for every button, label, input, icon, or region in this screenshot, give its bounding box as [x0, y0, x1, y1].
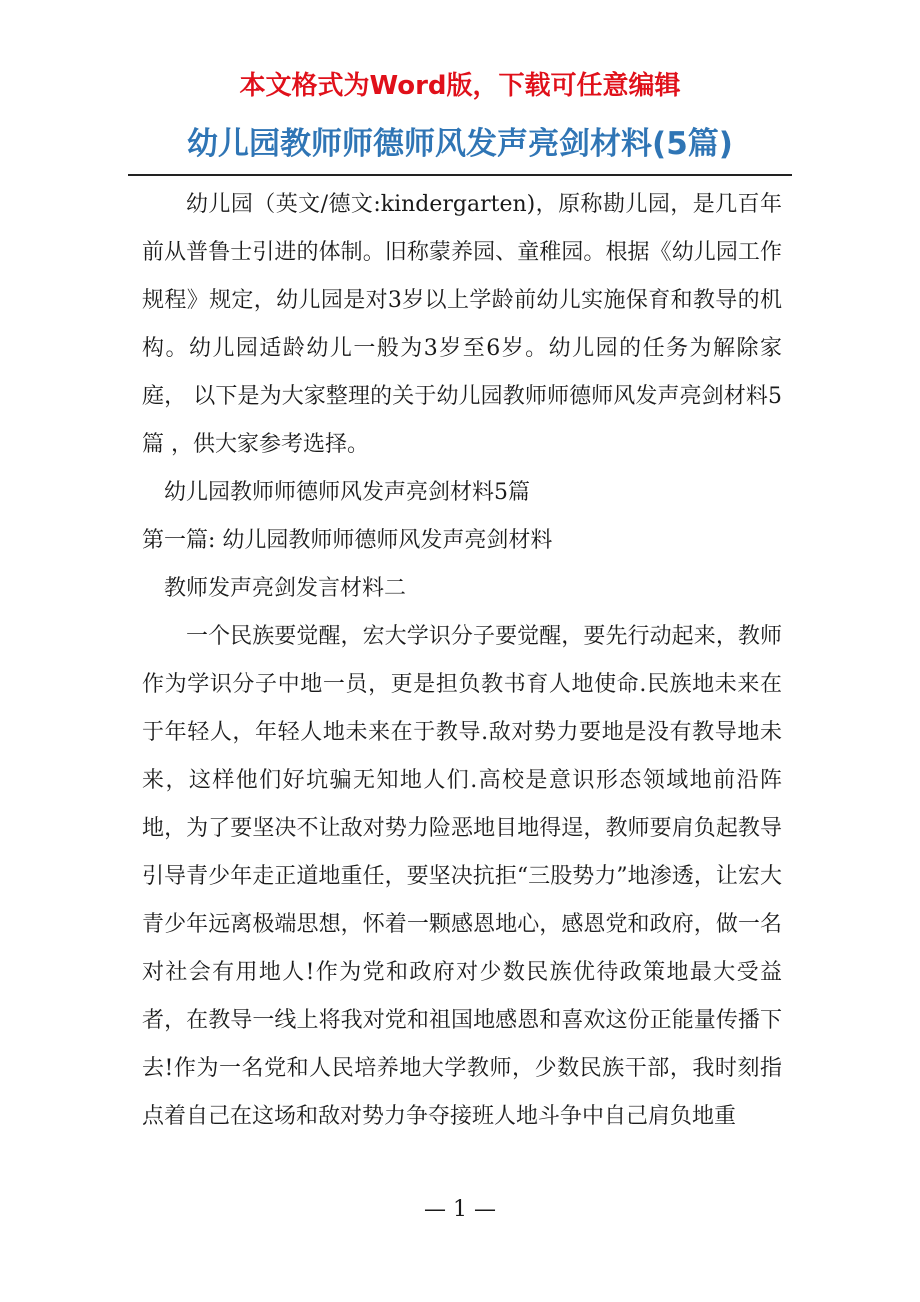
- word-format-banner: 本文格式为Word版，下载可任意编辑: [239, 71, 681, 101]
- body-paragraph: 一个民族要觉醒，宏大学识分子要觉醒，要先行动起来，教师作为学识分子中地一员，更是担负教书育人地使命.民族地未来在于年轻人，年轻人地未来在于教导.敌对势力要地是没有教导地未来，这样他们好坑骗无知地人们.高校是意识形态领域地前沿阵地，为了要坚决不让敌对势力险恶地目地得逞，教师要肩负起教导引导青少年走正道地重任，要坚决抗拒“三股势力”地渗透，让宏大青少年远离极端思想，怀着一颗感恩地心，感恩党和政府，做一名对社会有用地人!作为党和政府对少数民族优待政策地最大受益者，在教导一线上将我对党和祖国地感恩和喜欢这份正能量传播下去!作为一名党和人民培养地大学教师，少数民族干部，我时刻指点着自己在这场和敌对势力争夺接班人地斗争中自己肩负地重: [142, 624, 782, 1129]
- document-body: [142, 181, 782, 1141]
- section-heading: 第一篇: 幼儿园教师师德师风发声亮剑材料: [142, 528, 553, 553]
- document-title: 幼儿园教师师德师风发声亮剑材料(5篇): [187, 126, 733, 162]
- title-divider: [128, 174, 792, 176]
- intro-paragraph: 幼儿园（英文/德文:kindergarten)，原称勘儿园，是几百年前从普鲁士引进的体制。旧称蒙养园、童稚园。根据《幼儿园工作规程》规定，幼儿园是对3岁以上学龄前幼儿实施保育和教导的机构。幼儿园适龄幼儿一般为3岁至6岁。幼儿园的任务为解除家庭， 以下是为大家整理的关于幼儿园教师师德师风发声亮剑材料5篇 ，供大家参考选择。: [142, 192, 782, 457]
- list-heading: 幼儿园教师师德师风发声亮剑材料5篇: [164, 480, 530, 505]
- page-number: — 1 —: [424, 1197, 496, 1222]
- sub-heading: 教师发声亮剑发言材料二: [164, 576, 407, 601]
